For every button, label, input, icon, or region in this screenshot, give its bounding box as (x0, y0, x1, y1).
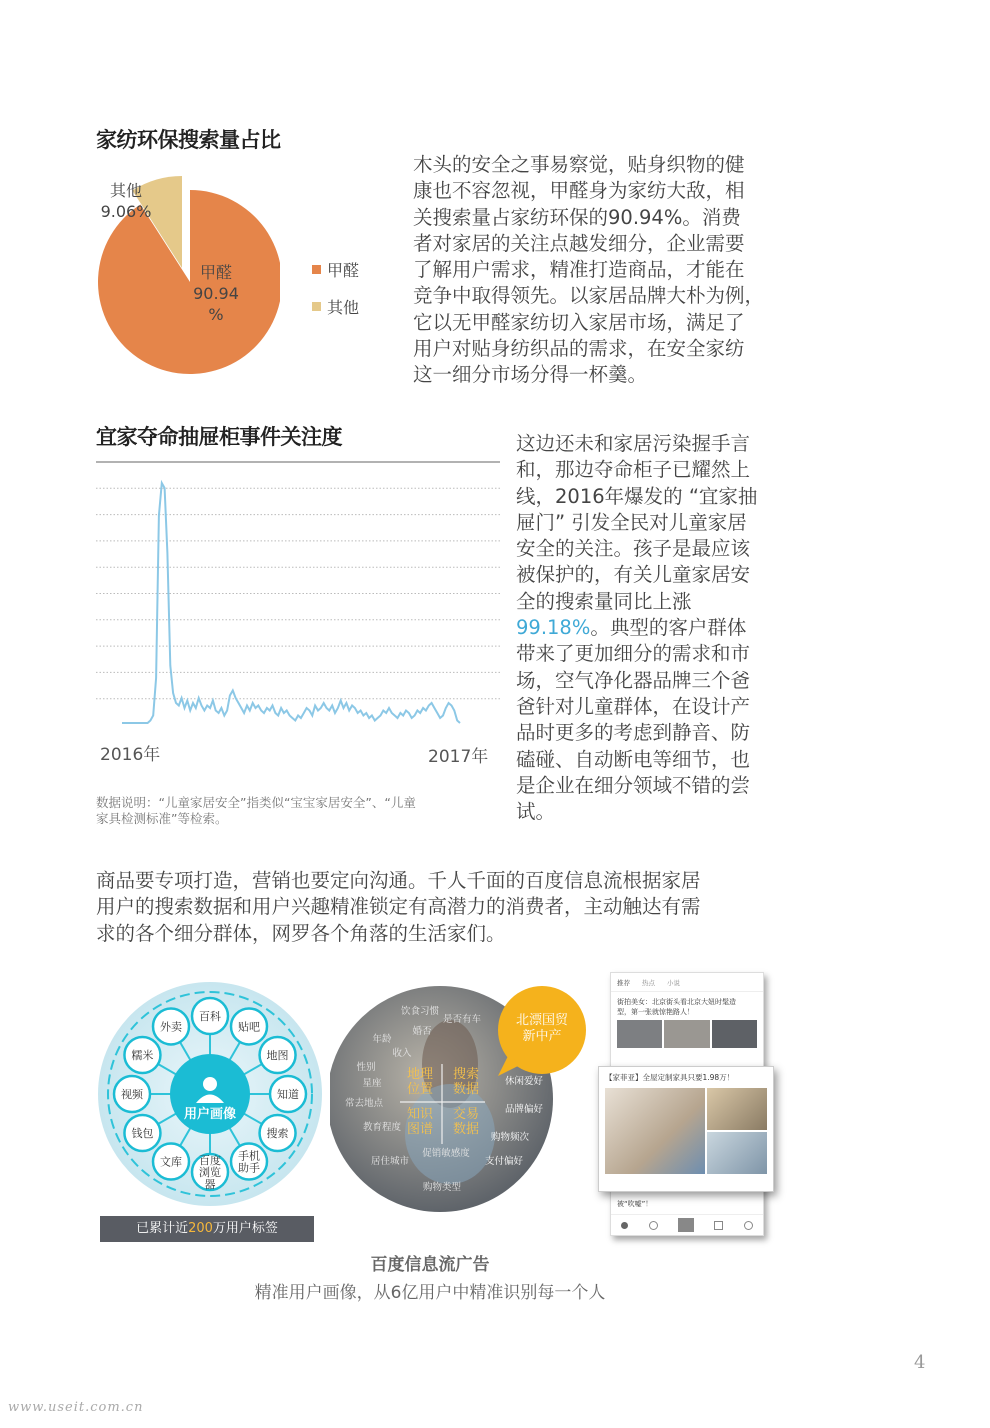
interest-tag: 促销敏感度 (422, 1148, 470, 1159)
feed-image-row (611, 1020, 763, 1048)
illustration-caption-title: 百度信息流广告 (370, 1255, 490, 1275)
product-node-label: 视频 (121, 1088, 143, 1101)
product-node-label: 搜索 (266, 1127, 289, 1140)
ad-photo-large (605, 1088, 705, 1174)
feed-tab[interactable]: 小说 (667, 978, 680, 987)
interest-tag: 休闲爱好 (504, 1076, 544, 1087)
x-axis-start-label: 2016年 (100, 745, 161, 765)
feed-headline-1[interactable]: 街拍美女：北京街头看北京大妞时髦造 型，第一张就惊艳路人！ (617, 998, 736, 1016)
section2-paragraph (516, 431, 806, 825)
product-node-label: 地图 (266, 1049, 289, 1062)
center-label: 用户画像 (183, 1107, 237, 1122)
banner-highlight: 200 (188, 1221, 213, 1236)
user-tag-banner (100, 1216, 314, 1242)
interest-tag: 是否有车 (442, 1014, 482, 1025)
banner-suffix: 万用户标签 (212, 1221, 278, 1236)
interest-tag: 支付偏好 (484, 1156, 524, 1167)
section2-text-before: 这边还未和家居污染握手言 和，那边夺命柜子已耀然上 线，2016年爆发的 “宜家抽 屉门” 引发全民对儿童家居 安全的关注。孩子是最应该 被保护的，有关儿童家居安 全的搜索量同比上涨 (516, 432, 758, 613)
interest-tag: 教育程度 (362, 1122, 402, 1133)
pie-section-title: 家纺环保搜索量占比 (96, 128, 281, 152)
interest-tag: 常去地点 (344, 1098, 384, 1109)
section2-text-after: 。典型的客户群体 带来了更加细分的需求和市 场，空气净化器品牌三个爸 爸针对儿童群体，在设计产 品时更多的考虑到静音、防 磕碰、自动断电等细节，也 是企业在细分领域不错的尝 试。 (516, 616, 751, 824)
product-node-label: 百度浏览器 (199, 1154, 221, 1191)
interest-tag: 购物频次 (490, 1132, 530, 1143)
legend-item-other (312, 295, 359, 318)
product-node-label: 百科 (199, 1010, 221, 1023)
message-icon[interactable] (714, 1221, 723, 1230)
ad-images (599, 1088, 773, 1174)
page-number: 4 (914, 1352, 926, 1373)
pie-label-formaldehyde: 甲醛 90.94 % (193, 263, 239, 324)
feed-photo (664, 1020, 709, 1048)
data-source-label: 知识图谱 (406, 1107, 434, 1137)
user-icon (203, 1077, 217, 1091)
feed-tab[interactable]: 热点 (642, 978, 655, 987)
wheel-center (170, 1054, 250, 1134)
video-icon[interactable] (649, 1221, 658, 1230)
banner-prefix: 已累计近 (136, 1221, 189, 1236)
line-series-child-safety (122, 483, 460, 723)
home-icon[interactable] (621, 1222, 628, 1229)
interest-tag: 婚否 (412, 1026, 432, 1037)
feed-tab[interactable]: 推荐 (617, 978, 630, 987)
product-node-label: 钱包 (131, 1127, 154, 1140)
legend-swatch-other (312, 302, 321, 311)
feed-tabs (611, 973, 763, 992)
user-portrait-wheel (92, 982, 332, 1212)
phone-bottom-nav (611, 1214, 763, 1235)
ad-headline[interactable]: 【家菲亚】全屋定制家具只要1.98万！ (605, 1073, 735, 1082)
data-note: 数据说明：“儿童家居安全”指类似“宝宝家居安全”、“儿童 家具检测标准”等检索。 (96, 795, 416, 826)
product-node-label: 文库 (160, 1155, 182, 1169)
legend-swatch-formaldehyde (312, 265, 321, 274)
watermark: www.useit.com.cn (8, 1400, 144, 1415)
pie-legend (312, 258, 359, 318)
interest-tag: 性别 (356, 1062, 376, 1073)
legend-label: 甲醛 (327, 261, 360, 280)
data-source-label: 地理位置 (406, 1067, 434, 1097)
interest-tag: 星座 (362, 1078, 382, 1089)
product-node-label: 糯米 (131, 1049, 154, 1062)
interest-tag: 年龄 (372, 1034, 392, 1045)
interest-tag: 购物类型 (422, 1182, 462, 1193)
profile-icon[interactable] (744, 1221, 753, 1230)
product-node-label: 外卖 (160, 1020, 182, 1034)
product-node-label: 贴吧 (238, 1020, 260, 1034)
legend-label: 其他 (327, 298, 360, 317)
ad-photo-small (707, 1088, 767, 1130)
x-axis-end-label: 2017年 (428, 747, 489, 767)
illustration-caption-sub: 精准用户画像，从6亿用户中精准识别每一个人 (254, 1283, 606, 1303)
product-node-label: 知道 (277, 1088, 299, 1101)
line-section-title: 宜家夺命抽屉柜事件关注度 (96, 425, 342, 449)
interest-tag: 居住城市 (370, 1156, 410, 1167)
pie-label-other: 其他 9.06% (100, 181, 152, 221)
ad-photo-small (707, 1132, 767, 1174)
highlight-percentage: 99.18% (516, 616, 591, 640)
line-chart (94, 458, 506, 738)
section1-paragraph: 木头的安全之事易察觉，贴身织物的健 康也不容忽视，甲醛身为家纺大敌，相 关搜索量占家纺环保的90.94%。消费 者对家居的关注点越发细分，企业需要 了解用户需求，精准打造商品，才能在 竞争中取得领先。以家居品牌大朴为例， 它以无甲醛家纺切入家居市场，满足了 用户对贴身纺织品的需求，在安全家纺 这一细分市场分得一杯羹。 (413, 153, 765, 387)
tag-cloud-circle (330, 984, 600, 1218)
data-source-label: 搜索数据 (452, 1067, 480, 1097)
feed-photo (617, 1020, 662, 1048)
feed-footer-text: 被“吹嘘”！ (617, 1200, 653, 1208)
feed-photo (712, 1020, 757, 1048)
interest-tag: 品牌偏好 (504, 1104, 544, 1115)
ad-card-mockup[interactable] (598, 1066, 774, 1192)
section3-paragraph: 商品要专项打造，营销也要定向沟通。千人千面的百度信息流根据家居 用户的搜索数据和用户兴趣精准锁定有高潜力的消费者，主动触达有需 求的各个细分群体，网罗各个角落的生活家们。 (96, 869, 701, 945)
bell-icon[interactable] (678, 1218, 694, 1232)
data-source-label: 交易数据 (452, 1107, 480, 1137)
legend-item-formaldehyde (312, 258, 359, 281)
interest-tag: 收入 (392, 1048, 412, 1059)
interest-tag: 饮食习惯 (400, 1006, 440, 1017)
product-node-label: 手机助手 (238, 1149, 260, 1175)
persona-bubble-text: 北漂国贸新中产 (515, 1013, 569, 1044)
